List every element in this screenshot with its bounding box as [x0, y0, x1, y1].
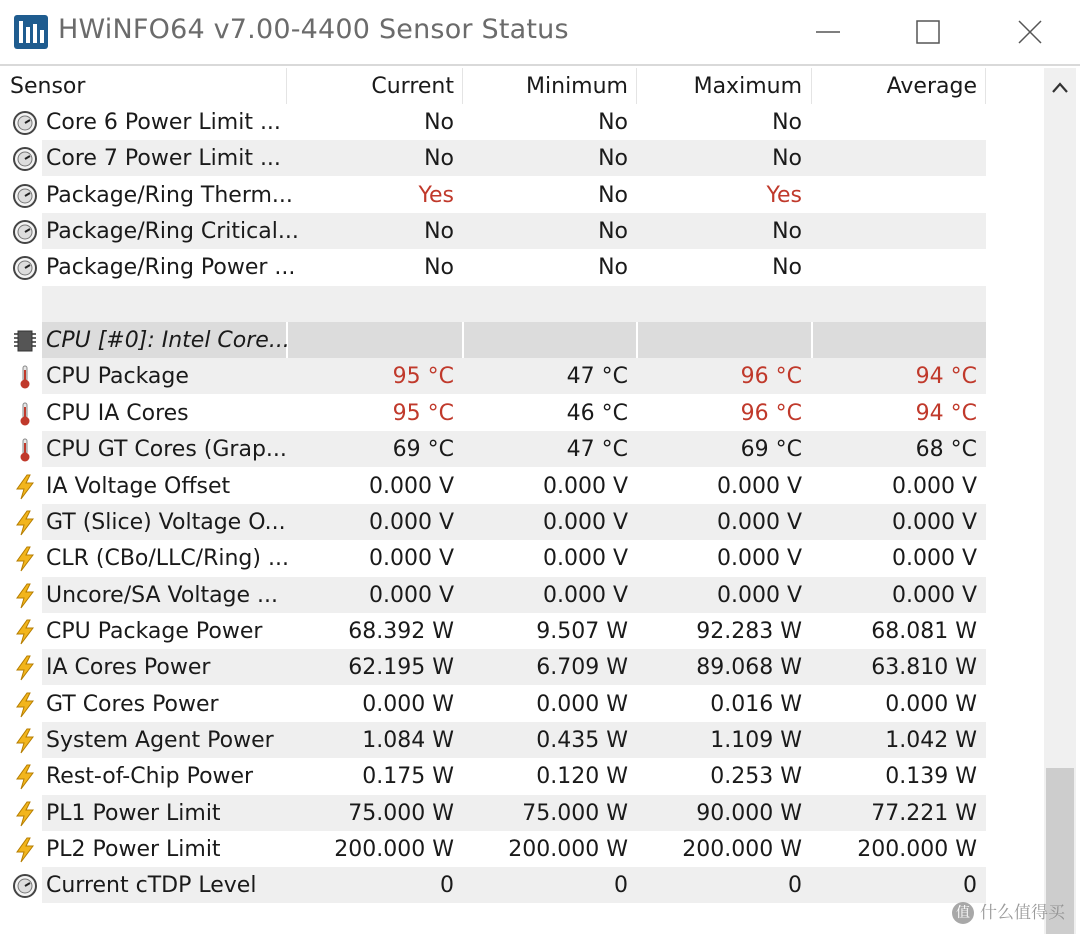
value-maximum: 0.016 W — [710, 691, 802, 717]
value-current: No — [424, 146, 454, 172]
hwinfo-app-icon — [14, 15, 48, 49]
sensor-name: Package/Ring Power ... — [46, 255, 296, 281]
column-header-minimum[interactable]: Minimum — [526, 74, 628, 99]
sensor-name: CLR (CBo/LLC/Ring) ... — [46, 546, 289, 572]
lightning-icon — [12, 546, 38, 572]
lightning-icon — [12, 474, 38, 500]
title-bar[interactable] — [0, 0, 1080, 64]
value-minimum: 0.000 V — [542, 546, 628, 572]
sensor-name: Uncore/SA Voltage ... — [46, 582, 279, 608]
column-divider — [636, 322, 638, 358]
clock-icon — [12, 146, 38, 172]
value-maximum: 96 °C — [740, 400, 802, 426]
sensor-name: CPU Package Power — [46, 618, 263, 644]
value-average — [813, 177, 977, 213]
sensor-row[interactable] — [4, 686, 1044, 722]
value-minimum: 46 °C — [566, 400, 628, 426]
value-average: 94 °C — [915, 364, 977, 390]
value-maximum: No — [772, 255, 802, 281]
sensor-name: IA Voltage Offset — [46, 473, 231, 499]
value-maximum: No — [772, 146, 802, 172]
value-maximum: 0 — [788, 873, 802, 899]
lightning-icon — [12, 619, 38, 645]
column-divider[interactable] — [462, 68, 463, 104]
value-current: 62.195 W — [348, 655, 454, 681]
column-divider — [462, 322, 464, 358]
value-maximum: 1.109 W — [710, 727, 802, 753]
value-average: 1.042 W — [885, 727, 977, 753]
column-divider[interactable] — [985, 68, 986, 104]
close-icon — [1018, 20, 1042, 44]
value-maximum: 200.000 W — [682, 837, 802, 862]
value-current: 75.000 W — [348, 800, 454, 826]
watermark-text: 什么值得买 — [980, 903, 1065, 923]
sensor-row[interactable] — [4, 540, 1044, 576]
value-average: 68 °C — [915, 437, 977, 463]
lightning-icon — [12, 655, 38, 681]
value-current: 0.000 V — [368, 509, 454, 535]
thermometer-icon — [12, 364, 38, 390]
value-minimum: 0 — [614, 873, 628, 899]
sensor-name: Core 6 Power Limit ... — [46, 110, 281, 135]
sensor-name: Rest-of-Chip Power — [46, 764, 254, 790]
sensor-row[interactable] — [4, 722, 1044, 758]
sensor-name: Package/Ring Therm... — [46, 182, 293, 208]
value-average — [813, 213, 977, 249]
value-minimum: 0.120 W — [536, 764, 628, 790]
sensor-name: CPU GT Cores (Grap... — [46, 437, 287, 463]
sensor-name: Current cTDP Level — [46, 873, 257, 899]
column-divider[interactable] — [286, 68, 287, 104]
sensor-row[interactable] — [4, 831, 1044, 867]
value-minimum: 0.000 W — [536, 691, 628, 717]
column-divider[interactable] — [636, 68, 637, 104]
value-average: 0.000 W — [885, 691, 977, 717]
watermark — [952, 898, 1065, 924]
value-maximum: 0.000 V — [716, 546, 802, 572]
minimize-icon — [816, 20, 840, 44]
value-current: 95 °C — [392, 400, 454, 426]
blank-row[interactable] — [4, 286, 1044, 322]
column-header-current[interactable]: Current — [371, 74, 454, 99]
value-maximum: 0.000 V — [716, 582, 802, 608]
lightning-icon — [12, 764, 38, 790]
value-maximum: Yes — [766, 182, 802, 208]
value-maximum: No — [772, 110, 802, 135]
value-maximum: 96 °C — [740, 364, 802, 390]
value-average: 200.000 W — [857, 837, 977, 862]
sensor-name: CPU IA Cores — [46, 400, 189, 426]
sensor-row[interactable] — [4, 758, 1044, 794]
sensor-name: GT (Slice) Voltage O... — [46, 509, 286, 535]
value-maximum: 0.000 V — [716, 473, 802, 499]
value-minimum: 47 °C — [566, 437, 628, 463]
column-divider — [811, 322, 813, 358]
value-current: 1.084 W — [362, 727, 454, 753]
thermometer-icon — [12, 437, 38, 463]
sensor-row[interactable] — [4, 177, 1044, 213]
value-current: No — [424, 255, 454, 281]
value-minimum: 0.000 V — [542, 473, 628, 499]
value-minimum: No — [598, 110, 628, 135]
value-minimum: 0.435 W — [536, 727, 628, 753]
lightning-icon — [12, 510, 38, 536]
sensor-row[interactable] — [4, 395, 1044, 431]
minimize-button[interactable] — [778, 0, 878, 64]
value-average: 0.000 V — [891, 509, 977, 535]
value-minimum: 75.000 W — [522, 800, 628, 826]
sensor-name: Package/Ring Critical... — [46, 219, 299, 245]
sensor-row[interactable] — [4, 577, 1044, 613]
value-minimum: No — [598, 255, 628, 281]
value-minimum: 0.000 V — [542, 509, 628, 535]
sensor-group-label: CPU [#0]: Intel Core... — [46, 328, 290, 354]
value-maximum: 0.000 V — [716, 509, 802, 535]
value-current: No — [424, 219, 454, 245]
lightning-icon — [12, 692, 38, 718]
clock-icon — [12, 873, 38, 899]
value-minimum: No — [598, 182, 628, 208]
clock-icon — [12, 255, 38, 281]
sensor-row[interactable] — [4, 213, 1044, 249]
column-divider[interactable] — [811, 68, 812, 104]
sensor-name: System Agent Power — [46, 727, 274, 753]
value-current: 0.175 W — [362, 764, 454, 790]
value-minimum: 200.000 W — [508, 837, 628, 862]
value-average — [813, 104, 977, 140]
clock-icon — [12, 219, 38, 245]
thermometer-icon — [12, 401, 38, 427]
value-minimum: 0.000 V — [542, 582, 628, 608]
value-average: 0.000 V — [891, 582, 977, 608]
scroll-up-button[interactable] — [1044, 68, 1076, 108]
clock-icon — [12, 183, 38, 209]
value-average: 0 — [963, 873, 977, 899]
value-average — [813, 249, 977, 285]
maximize-icon — [916, 20, 940, 44]
value-current: 0.000 V — [368, 473, 454, 499]
cpu-chip-icon — [12, 328, 38, 354]
sensor-row[interactable] — [4, 649, 1044, 685]
value-maximum: 69 °C — [740, 437, 802, 463]
sensor-row[interactable] — [4, 140, 1044, 176]
watermark-badge: 值 — [952, 902, 974, 924]
value-minimum: 47 °C — [566, 364, 628, 390]
value-maximum: 90.000 W — [696, 800, 802, 826]
value-current: Yes — [418, 182, 454, 208]
vertical-scrollbar[interactable] — [1044, 68, 1076, 934]
value-current: 0 — [440, 873, 454, 899]
value-average: 0.000 V — [891, 473, 977, 499]
value-current: 95 °C — [392, 364, 454, 390]
value-average: 0.139 W — [885, 764, 977, 790]
value-minimum: No — [598, 219, 628, 245]
value-average: 63.810 W — [871, 655, 977, 681]
sensor-row[interactable] — [4, 613, 1044, 649]
value-maximum: 92.283 W — [696, 618, 802, 644]
row-background — [42, 286, 986, 322]
value-maximum: 89.068 W — [696, 655, 802, 681]
lightning-icon — [12, 583, 38, 609]
chevron-up-icon — [1044, 68, 1076, 108]
sensor-row[interactable] — [4, 795, 1044, 831]
maximize-button[interactable] — [878, 0, 978, 64]
close-button[interactable] — [980, 0, 1080, 64]
value-minimum: 9.507 W — [536, 618, 628, 644]
value-minimum: 6.709 W — [536, 655, 628, 681]
value-average: 68.081 W — [871, 618, 977, 644]
sensor-row[interactable] — [4, 468, 1044, 504]
value-average: 94 °C — [915, 400, 977, 426]
sensor-row[interactable] — [4, 249, 1044, 285]
window-title: HWiNFO64 v7.00-4400 Sensor Status — [58, 14, 569, 45]
table-header — [4, 68, 1044, 104]
value-average: 0.000 V — [891, 546, 977, 572]
value-current: 200.000 W — [334, 837, 454, 862]
value-maximum: No — [772, 219, 802, 245]
clock-icon — [12, 110, 38, 136]
value-minimum: No — [598, 146, 628, 172]
sensor-row[interactable] — [4, 104, 1044, 140]
sensor-name: PL1 Power Limit — [46, 800, 221, 826]
sensor-row[interactable] — [4, 358, 1044, 394]
column-header-sensor[interactable]: Sensor — [10, 74, 86, 99]
value-maximum: 0.253 W — [710, 764, 802, 790]
value-current: 0.000 V — [368, 582, 454, 608]
sensor-name: Core 7 Power Limit ... — [46, 146, 281, 172]
sensor-name: IA Cores Power — [46, 655, 211, 681]
sensor-name: PL2 Power Limit — [46, 837, 221, 862]
sensor-row[interactable] — [4, 431, 1044, 467]
value-current: 69 °C — [392, 437, 454, 463]
value-current: 0.000 V — [368, 546, 454, 572]
lightning-icon — [12, 728, 38, 754]
value-current: No — [424, 110, 454, 135]
value-current: 0.000 W — [362, 691, 454, 717]
column-header-maximum[interactable]: Maximum — [693, 74, 802, 99]
title-divider — [0, 64, 1080, 66]
lightning-icon — [12, 837, 38, 863]
column-header-average[interactable]: Average — [886, 74, 977, 99]
sensor-name: GT Cores Power — [46, 691, 219, 717]
value-current: 68.392 W — [348, 618, 454, 644]
sensor-name: CPU Package — [46, 364, 189, 390]
sensor-row[interactable] — [4, 504, 1044, 540]
value-average — [813, 140, 977, 176]
lightning-icon — [12, 801, 38, 827]
sensor-row[interactable] — [4, 867, 1044, 903]
value-average: 77.221 W — [871, 800, 977, 826]
sensor-group-row[interactable] — [4, 322, 1044, 358]
